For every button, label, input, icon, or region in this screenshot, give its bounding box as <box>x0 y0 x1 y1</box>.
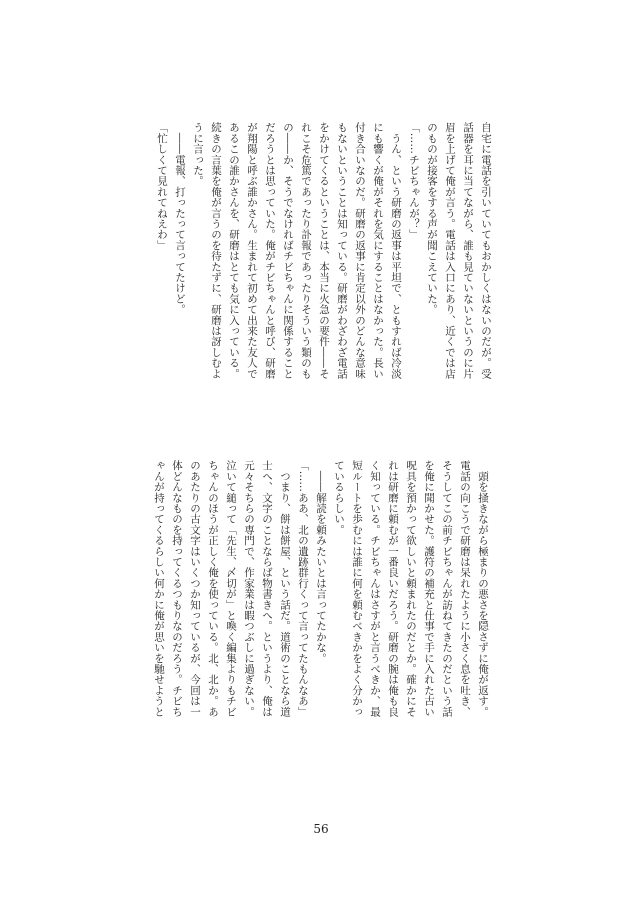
text-line: あるこの誰かさんを、研磨はとても気に入っている。 <box>228 122 240 379</box>
text-line: 電話の向こうで研磨は呆れたように小さく息を吐き、 <box>459 460 471 717</box>
text-line: ――電報、打ったって言ってたけど。 <box>174 122 186 315</box>
text-line: 続きの言葉を俺が言うのを待たずに、研磨は訝しむよ <box>210 122 222 379</box>
page-number: 56 <box>313 822 329 836</box>
text-line: 体どんなものを持ってくるつもりなのだろう。チビち <box>171 460 183 717</box>
text-line: ているらしい。 <box>333 460 345 535</box>
text-line: 頭を掻きながら極まりの悪さを隠さずに俺が返す。 <box>477 460 489 717</box>
text-line: れは研磨に頼むが一番良いだろう。研磨の腕は俺も良 <box>387 460 399 717</box>
text-line: もないということは知っている。研磨がわざわざ電話 <box>336 122 348 379</box>
text-line: 元々そちらの専門で、作家業は暇つぶしに過ぎない。 <box>243 460 255 717</box>
text-line: 眉を上げて俺が言う。電話は入口にあり、近くでは店 <box>444 122 456 379</box>
text-line: 泣いて縋って「先生、〆切が」と喚く編集よりもチビ <box>225 460 237 717</box>
text-line: のものが接客をする声が聞こえていた。 <box>426 122 438 315</box>
text-block-top <box>150 122 495 422</box>
text-line: の――か、そうでなければチビちゃんに関係すること <box>282 122 294 379</box>
text-block-bottom <box>147 460 492 760</box>
text-line: が翔陽と呼ぶ誰かさん。生まれて初めて出来た友人で <box>246 122 258 379</box>
text-line: そうしてこの前チビちゃんが訪ねてきたのだという話 <box>441 460 453 717</box>
text-line: うに言った。 <box>192 122 204 187</box>
text-line: を俺に聞かせた。護符の補充と仕事で手に入れた古い <box>423 460 435 717</box>
text-line: れこそ危篤であったり訃報であったりそういう類のも <box>300 122 312 379</box>
text-line: ゃんが持ってくるらしい何かに俺が思いを馳せようと <box>153 460 165 717</box>
text-line: うん、という研磨の返事は平坦で、ともすれば冷淡 <box>390 122 402 379</box>
text-line: 「……ああ、北の遺跡群行くって言ってたもんなあ」 <box>297 460 309 717</box>
text-line: 「……チビちゃんが？」 <box>408 122 420 240</box>
text-line: のあたりの古文字はいくつか知っているが、今回は一 <box>189 460 201 717</box>
text-line: ――解読を頼みたいとは言ってたかな。 <box>315 460 327 664</box>
text-line: 短ルートを歩むには誰に何を頼むべきかをよく分かっ <box>351 460 363 717</box>
text-line: ちゃんのほうが正しく俺を使っている。北、北か。あ <box>207 460 219 717</box>
text-line: 「忙しくて見れてねえわ」 <box>156 122 168 251</box>
text-line: にも響くが俺がそれを気にすることはなかった。長い <box>372 122 384 379</box>
text-line: をかけてくるということは、本当に火急の要件――そ <box>318 122 330 379</box>
text-line: 呪具を預かって欲しいと頼まれたのだとか。確かにそ <box>405 460 417 717</box>
text-line: 付き合いなのだ。研磨の返事に肯定以外のどんな意味 <box>354 122 366 379</box>
text-line: く知っている。チビちゃんはさすがと言うべきか、最 <box>369 460 381 717</box>
text-line: 士へ、文字のことならば物書きへ。というより、俺は <box>261 460 273 717</box>
text-line: 自宅に電話を引いていてもおかしくはないのだが。受 <box>480 122 492 379</box>
text-line: だろうとは思っていた。俺がチビちゃんと呼び、研磨 <box>264 122 276 379</box>
text-line: 話器を耳に当てながら、誰も見ていないというのに片 <box>462 122 474 379</box>
text-line: つまり、餅は餅屋、という話だ。道術のことなら道 <box>279 460 291 717</box>
